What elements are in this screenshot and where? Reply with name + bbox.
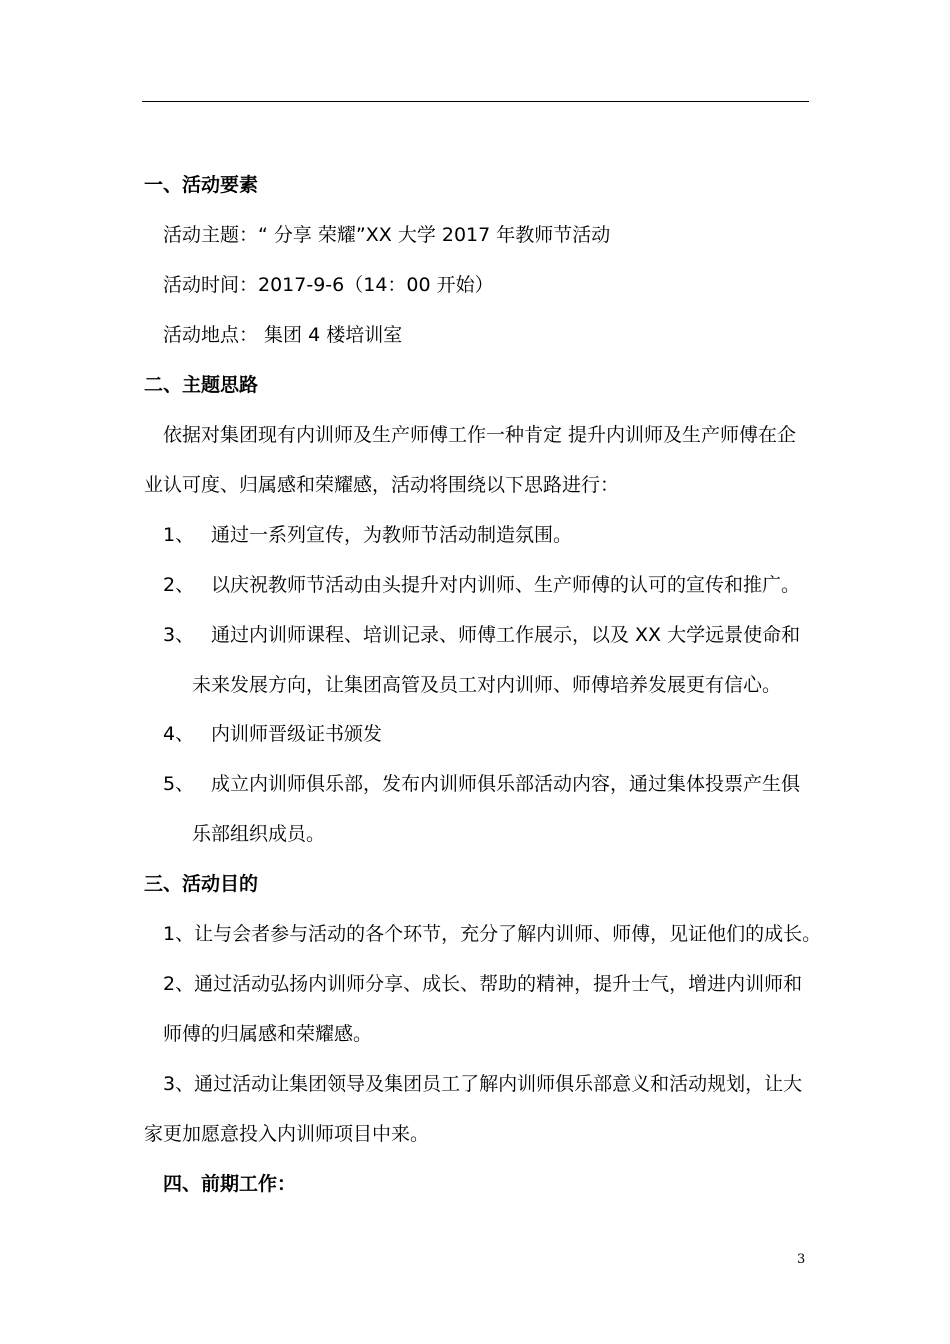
list-item-text: 通过内训师课程、培训记录、师傅工作展示，以及 XX 大学远景使命和 bbox=[211, 624, 801, 646]
list-item-number: 3、 bbox=[163, 624, 195, 646]
goal-2-line-2: 师傅的归属感和荣耀感。 bbox=[163, 1023, 373, 1045]
activity-time: 活动时间：2017-9-6（14：00 开始） bbox=[163, 274, 494, 296]
goal-3-line-1: 3、通过活动让集团领导及集团员工了解内训师俱乐部意义和活动规划，让大 bbox=[163, 1073, 803, 1095]
header-rule bbox=[142, 101, 809, 102]
list-item-number: 5、 bbox=[163, 773, 195, 795]
list-item-text: 内训师晋级证书颁发 bbox=[211, 723, 383, 745]
intro-line-2: 业认可度、归属感和荣耀感，活动将围绕以下思路进行： bbox=[144, 474, 620, 496]
list-item-text: 以庆祝教师节活动由头提升对内训师、生产师傅的认可的宣传和推广。 bbox=[211, 574, 801, 596]
list-item-number: 1、 bbox=[163, 524, 195, 546]
list-item-text-continued: 乐部组织成员。 bbox=[192, 823, 326, 845]
list-item-text: 通过一系列宣传，为教师节活动制造氛围。 bbox=[211, 524, 573, 546]
list-item-text-continued: 未来发展方向，让集团高管及员工对内训师、师傅培养发展更有信心。 bbox=[192, 674, 782, 696]
goal-3-line-2: 家更加愿意投入内训师项目中来。 bbox=[144, 1123, 430, 1145]
activity-place: 活动地点： 集团 4 楼培训室 bbox=[163, 324, 403, 346]
activity-theme: 活动主题：“ 分享 荣耀”XX 大学 2017 年教师节活动 bbox=[163, 224, 611, 246]
goal-2-line-1: 2、通过活动弘扬内训师分享、成长、帮助的精神，提升士气，增进内训师和 bbox=[163, 973, 803, 995]
section-heading-3: 三、活动目的 bbox=[144, 873, 259, 895]
section-heading-4: 四、前期工作： bbox=[163, 1173, 297, 1195]
list-item-number: 2、 bbox=[163, 574, 195, 596]
list-item-text: 成立内训师俱乐部，发布内训师俱乐部活动内容，通过集体投票产生俱 bbox=[211, 773, 801, 795]
section-heading-1: 一、活动要素 bbox=[144, 174, 259, 196]
intro-line-1: 依据对集团现有内训师及生产师傅工作一种肯定 提升内训师及生产师傅在企 bbox=[163, 424, 797, 446]
section-heading-2: 二、主题思路 bbox=[144, 374, 259, 396]
page-number: 3 bbox=[797, 1252, 806, 1267]
list-item-number: 4、 bbox=[163, 723, 195, 745]
goal-1: 1、让与会者参与活动的各个环节，充分了解内训师、师傅，见证他们的成长。 bbox=[163, 923, 822, 945]
